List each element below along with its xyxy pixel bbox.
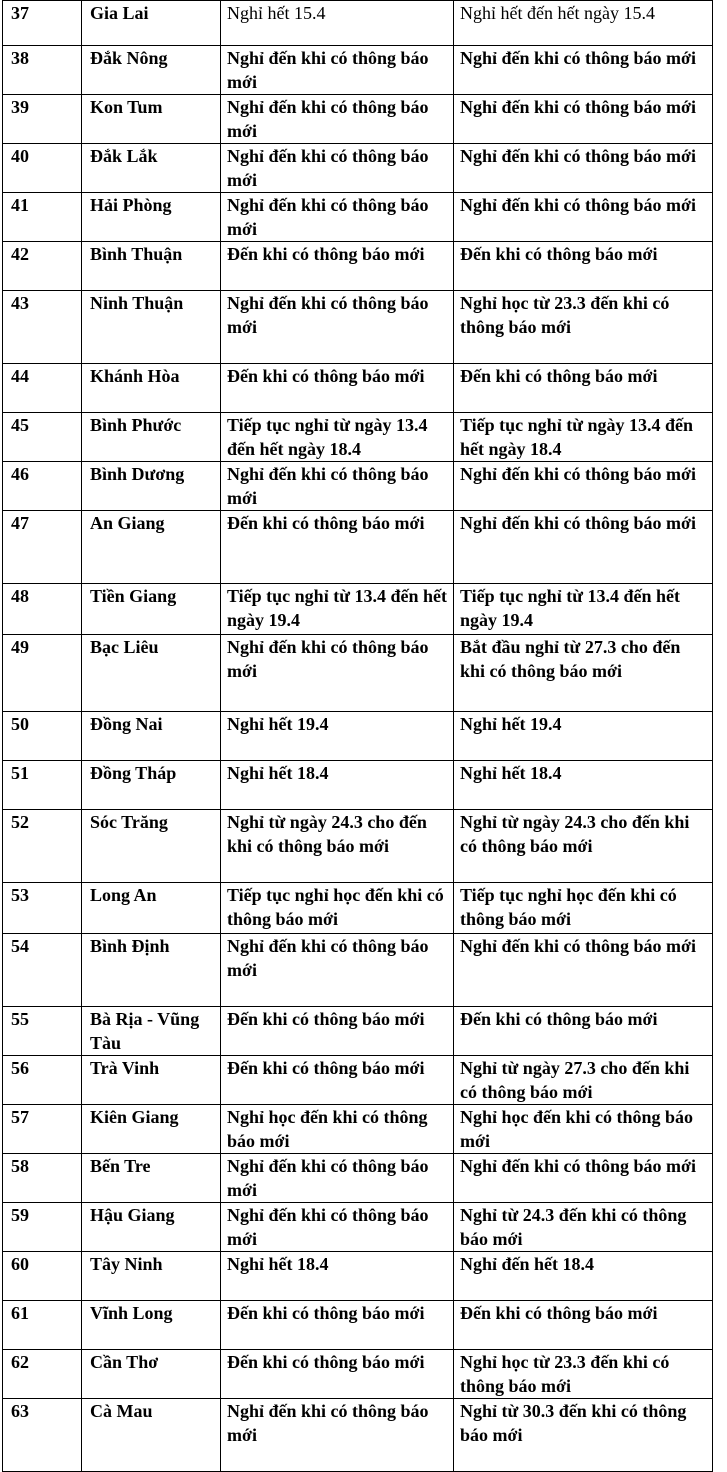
row-number-cell: 47 — [3, 511, 82, 584]
status-cell-1: Nghỉ hết 19.4 — [221, 712, 454, 761]
province-cell: Sóc Trăng — [82, 810, 221, 883]
province-cell: Long An — [82, 883, 221, 934]
status-cell-2: Nghỉ đến khi có thông báo mới — [454, 95, 713, 144]
table-row — [3, 242, 713, 291]
table-row — [3, 1252, 713, 1301]
row-number-cell: 57 — [3, 1105, 82, 1154]
status-cell-1: Nghỉ từ ngày 24.3 cho đến khi có thông báo mới — [221, 810, 454, 883]
status-cell-2: Nghỉ đến khi có thông báo mới — [454, 1154, 713, 1203]
status-cell-2: Bắt đầu nghỉ từ 27.3 cho đến khi có thông báo mới — [454, 635, 713, 712]
province-cell: Đắk Nông — [82, 46, 221, 95]
row-number-cell: 51 — [3, 761, 82, 810]
province-cell: Khánh Hòa — [82, 364, 221, 413]
row-number-cell: 54 — [3, 934, 82, 1007]
table-row — [3, 1007, 713, 1056]
row-number-cell: 53 — [3, 883, 82, 934]
row-number-cell: 62 — [3, 1350, 82, 1399]
province-cell: Đồng Nai — [82, 712, 221, 761]
status-cell-1: Nghỉ đến khi có thông báo mới — [221, 1154, 454, 1203]
status-cell-2: Nghỉ đến hết 18.4 — [454, 1252, 713, 1301]
status-cell-1: Đến khi có thông báo mới — [221, 1350, 454, 1399]
province-cell: Vĩnh Long — [82, 1301, 221, 1350]
status-cell-1: Nghỉ hết 15.4 — [221, 1, 454, 46]
status-cell-1: Đến khi có thông báo mới — [221, 1056, 454, 1105]
province-cell: An Giang — [82, 511, 221, 584]
province-cell: Gia Lai — [82, 1, 221, 46]
province-cell: Bình Dương — [82, 462, 221, 511]
status-cell-1: Nghỉ đến khi có thông báo mới — [221, 144, 454, 193]
row-number-cell: 63 — [3, 1399, 82, 1472]
table-row — [3, 1350, 713, 1399]
status-cell-2: Nghỉ từ 24.3 đến khi có thông báo mới — [454, 1203, 713, 1252]
status-cell-2: Nghỉ từ ngày 24.3 cho đến khi có thông báo mới — [454, 810, 713, 883]
status-cell-2: Nghỉ hết 19.4 — [454, 712, 713, 761]
status-cell-1: Tiếp tục nghỉ từ ngày 13.4 đến hết ngày 18.4 — [221, 413, 454, 462]
row-number-cell: 50 — [3, 712, 82, 761]
row-number-cell: 40 — [3, 144, 82, 193]
status-cell-2: Nghỉ đến khi có thông báo mới — [454, 934, 713, 1007]
status-cell-1: Đến khi có thông báo mới — [221, 1007, 454, 1056]
row-number-cell: 41 — [3, 193, 82, 242]
row-number-cell: 59 — [3, 1203, 82, 1252]
province-cell: Bạc Liêu — [82, 635, 221, 712]
row-number-cell: 39 — [3, 95, 82, 144]
table-row — [3, 144, 713, 193]
row-number-cell: 46 — [3, 462, 82, 511]
row-number-cell: 49 — [3, 635, 82, 712]
status-cell-1: Đến khi có thông báo mới — [221, 1301, 454, 1350]
table-row — [3, 1399, 713, 1472]
province-cell: Hậu Giang — [82, 1203, 221, 1252]
table-row — [3, 193, 713, 242]
row-number-cell: 61 — [3, 1301, 82, 1350]
status-cell-2: Đến khi có thông báo mới — [454, 1301, 713, 1350]
table-row — [3, 413, 713, 462]
status-cell-1: Đến khi có thông báo mới — [221, 364, 454, 413]
row-number-cell: 38 — [3, 46, 82, 95]
school-closure-table — [2, 0, 713, 1472]
status-cell-2: Tiếp tục nghỉ từ 13.4 đến hết ngày 19.4 — [454, 584, 713, 635]
status-cell-1: Nghỉ học đến khi có thông báo mới — [221, 1105, 454, 1154]
status-cell-1: Nghỉ đến khi có thông báo mới — [221, 1399, 454, 1472]
table-row — [3, 1, 713, 46]
row-number-cell: 56 — [3, 1056, 82, 1105]
status-cell-2: Nghỉ học từ 23.3 đến khi có thông báo mới — [454, 291, 713, 364]
province-cell: Ninh Thuận — [82, 291, 221, 364]
table-row — [3, 1203, 713, 1252]
status-cell-1: Nghỉ hết 18.4 — [221, 1252, 454, 1301]
province-cell: Bình Định — [82, 934, 221, 1007]
status-cell-2: Đến khi có thông báo mới — [454, 242, 713, 291]
row-number-cell: 52 — [3, 810, 82, 883]
row-number-cell: 58 — [3, 1154, 82, 1203]
status-cell-2: Nghỉ từ ngày 27.3 cho đến khi có thông báo mới — [454, 1056, 713, 1105]
status-cell-1: Nghỉ đến khi có thông báo mới — [221, 193, 454, 242]
status-cell-1: Tiếp tục nghỉ từ 13.4 đến hết ngày 19.4 — [221, 584, 454, 635]
province-cell: Bà Rịa - Vũng Tàu — [82, 1007, 221, 1056]
row-number-cell: 45 — [3, 413, 82, 462]
table-row — [3, 1301, 713, 1350]
status-cell-1: Nghỉ đến khi có thông báo mới — [221, 635, 454, 712]
province-cell: Bình Thuận — [82, 242, 221, 291]
table-row — [3, 291, 713, 364]
province-cell: Hải Phòng — [82, 193, 221, 242]
table-body — [3, 1, 713, 1472]
status-cell-1: Nghỉ đến khi có thông báo mới — [221, 46, 454, 95]
province-cell: Tiền Giang — [82, 584, 221, 635]
status-cell-2: Nghỉ học đến khi có thông báo mới — [454, 1105, 713, 1154]
province-cell: Đồng Tháp — [82, 761, 221, 810]
status-cell-2: Tiếp tục nghỉ từ ngày 13.4 đến hết ngày 18.4 — [454, 413, 713, 462]
table-row — [3, 883, 713, 934]
table-row — [3, 95, 713, 144]
status-cell-2: Nghỉ đến khi có thông báo mới — [454, 462, 713, 511]
status-cell-1: Nghỉ đến khi có thông báo mới — [221, 934, 454, 1007]
status-cell-1: Tiếp tục nghỉ học đến khi có thông báo mới — [221, 883, 454, 934]
status-cell-1: Đến khi có thông báo mới — [221, 242, 454, 291]
status-cell-1: Nghỉ đến khi có thông báo mới — [221, 291, 454, 364]
row-number-cell: 44 — [3, 364, 82, 413]
status-cell-1: Nghỉ đến khi có thông báo mới — [221, 95, 454, 144]
status-cell-1: Nghỉ đến khi có thông báo mới — [221, 1203, 454, 1252]
status-cell-2: Nghỉ hết đến hết ngày 15.4 — [454, 1, 713, 46]
row-number-cell: 43 — [3, 291, 82, 364]
status-cell-1: Đến khi có thông báo mới — [221, 511, 454, 584]
status-cell-2: Đến khi có thông báo mới — [454, 1007, 713, 1056]
table-row — [3, 462, 713, 511]
table-row — [3, 934, 713, 1007]
status-cell-1: Nghỉ hết 18.4 — [221, 761, 454, 810]
status-cell-2: Nghỉ đến khi có thông báo mới — [454, 511, 713, 584]
province-cell: Bình Phước — [82, 413, 221, 462]
province-cell: Trà Vinh — [82, 1056, 221, 1105]
row-number-cell: 37 — [3, 1, 82, 46]
table-row — [3, 1154, 713, 1203]
row-number-cell: 55 — [3, 1007, 82, 1056]
status-cell-2: Đến khi có thông báo mới — [454, 364, 713, 413]
status-cell-2: Tiếp tục nghỉ học đến khi có thông báo mới — [454, 883, 713, 934]
table-row — [3, 761, 713, 810]
table-row — [3, 46, 713, 95]
province-cell: Cà Mau — [82, 1399, 221, 1472]
table-row — [3, 584, 713, 635]
status-cell-2: Nghỉ đến khi có thông báo mới — [454, 193, 713, 242]
table-row — [3, 635, 713, 712]
row-number-cell: 42 — [3, 242, 82, 291]
status-cell-2: Nghỉ từ 30.3 đến khi có thông báo mới — [454, 1399, 713, 1472]
status-cell-2: Nghỉ học từ 23.3 đến khi có thông báo mới — [454, 1350, 713, 1399]
table-row — [3, 364, 713, 413]
table-row — [3, 712, 713, 761]
table-row — [3, 1056, 713, 1105]
table-row — [3, 810, 713, 883]
province-cell: Cần Thơ — [82, 1350, 221, 1399]
status-cell-2: Nghỉ đến khi có thông báo mới — [454, 46, 713, 95]
province-cell: Kiên Giang — [82, 1105, 221, 1154]
status-cell-2: Nghỉ đến khi có thông báo mới — [454, 144, 713, 193]
row-number-cell: 60 — [3, 1252, 82, 1301]
province-cell: Tây Ninh — [82, 1252, 221, 1301]
province-cell: Bến Tre — [82, 1154, 221, 1203]
province-cell: Kon Tum — [82, 95, 221, 144]
table-row — [3, 1105, 713, 1154]
status-cell-1: Nghỉ đến khi có thông báo mới — [221, 462, 454, 511]
province-cell: Đắk Lắk — [82, 144, 221, 193]
row-number-cell: 48 — [3, 584, 82, 635]
status-cell-2: Nghỉ hết 18.4 — [454, 761, 713, 810]
table-row — [3, 511, 713, 584]
